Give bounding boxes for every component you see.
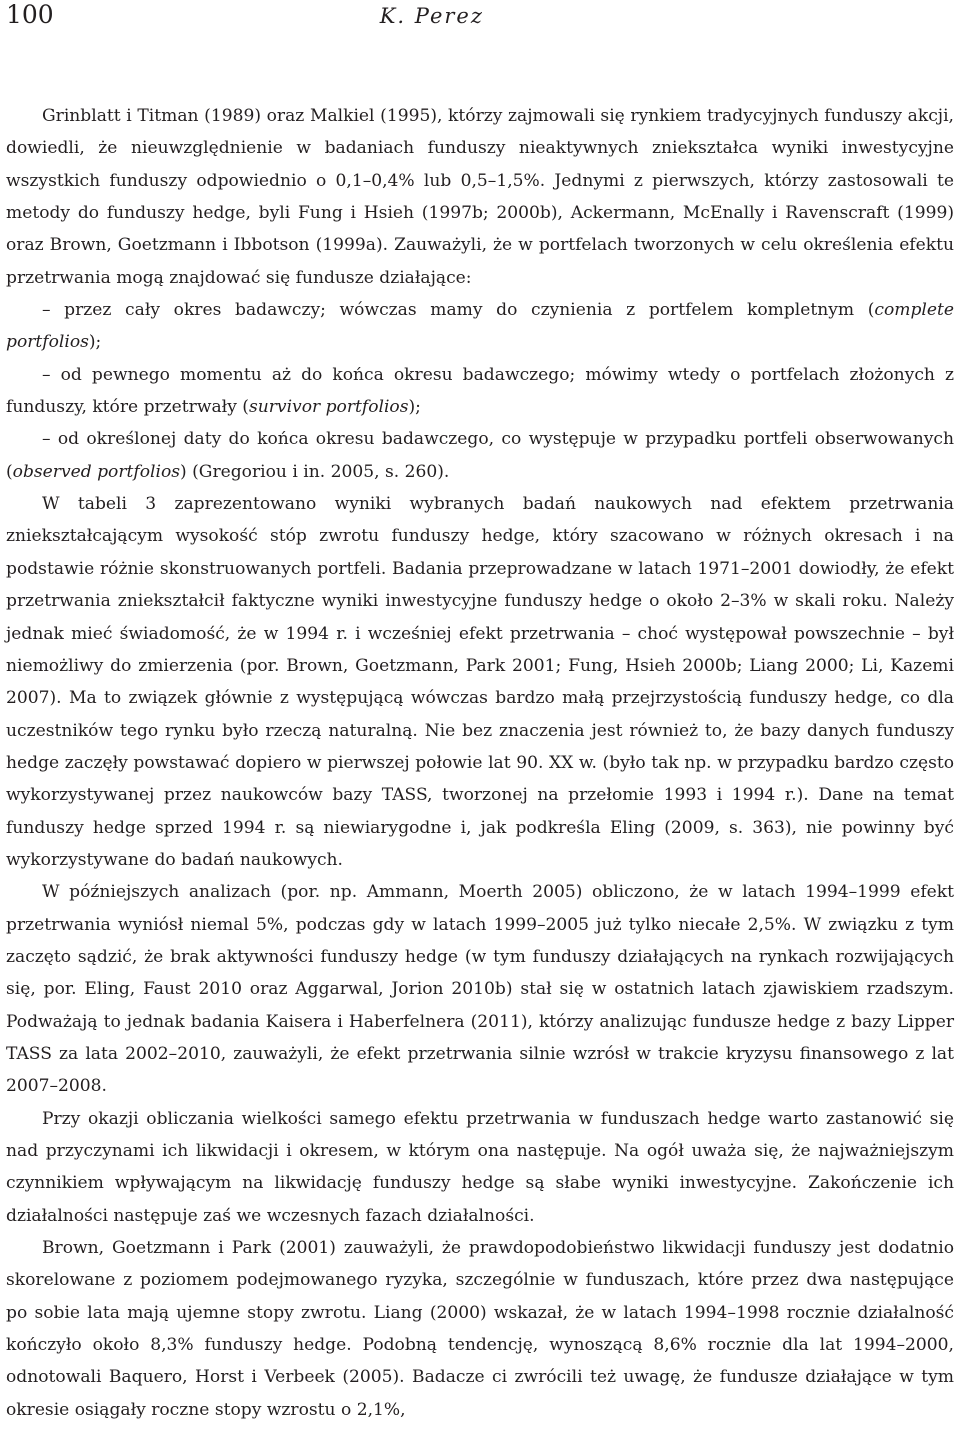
term-complete-portfolios: complete portfolios <box>6 300 954 353</box>
paragraph-5: Brown, Goetzmann i Park (2001) zauważyli, że prawdopodobieństwo likwidacji funduszy jest dodatnio skorelowane z poziomem podejmowanego ryzyka, szczególnie w funduszach, które przez dwa następujące po sobie lata mają ujemne stopy zwrotu. Liang (2000) wskazał, że w latach 1994–1998 rocznie działalność kończyło około 8,3% funduszy hedge. Podobną tendencję, wynoszącą 8,6% rocznie dla lat 1994–2000, odnotowali Baquero, Horst i Verbeek (2005). Badacze ci zwrócili też uwagę, że fundusze działające w tym okresie osiągały roczne stopy wzrostu o 2,1%, <box>6 1238 954 1420</box>
list-item-text: – przez cały okres badawczy; wówczas mamy do czynienia z portfelem kompletnym ( <box>42 300 875 321</box>
paragraph-1: Grinblatt i Titman (1989) oraz Malkiel (1995), którzy zajmowali się rynkiem tradycyjnych funduszy akcji, dowiedli, że nieuwzględnienie w badaniach funduszy nieaktywnych zniekształca wyniki inwestycyjne wszystkich funduszy odpowiednio o 0,1–0,4% lub 0,5–1,5%. Jednymi z pierwszych, którzy zastosowali te metody do funduszy hedge, byli Fung i Hsieh (1997b; 2000b), Ackermann, McEnally i Ravenscraft (1999) oraz Brown, Goetzmann i Ibbotson (1999a). Zauważyli, że w portfelach tworzonych w celu określenia efektu przetrwania mogą znajdować się fundusze działające: <box>6 106 954 288</box>
page-number: 100 <box>6 0 54 29</box>
list-item-text: – od pewnego momentu aż do końca okresu badawczego; mówimy wtedy o portfelach złożonych z funduszy, które przetrwały ( <box>6 364 954 418</box>
list-item-observed-portfolios <box>6 423 954 488</box>
list-item-complete-portfolios <box>6 294 954 359</box>
list-item-survivor-portfolios <box>6 359 954 424</box>
paragraph-2: W tabeli 3 zaprezentowano wyniki wybranych badań naukowych nad efektem przetrwania zniekształcającym wysokość stóp zwrotu funduszy hedge, który szacowano w różnych okresach i na podstawie różnie skonstruowanych portfeli. Badania przeprowadzane w latach 1971–2001 dowiodły, że efekt przetrwania zniekształcił faktyczne wyniki inwestycyjne funduszy hedge o około 2–3% w skali roku. Należy jednak mieć świadomość, że w 1994 r. i wcześniej efekt przetrwania – choć występował powszechnie – był niemożliwy do zmierzenia (por. Brown, Goetzmann, Park 2001; Fung, Hsieh 2000b; Liang 2000; Li, Kazemi 2007). Ma to związek głównie z występującą wówczas bardzo małą przejrzystością funduszy hedge, co dla uczestników tego rynku było rzeczą naturalną. Nie bez znaczenia jest również to, że bazy danych funduszy hedge zaczęły powstawać dopiero w pierwszej połowie lat 90. XX w. (było tak np. w przypadku bardzo często wykorzystywanej przez naukowców bazy TASS, tworzonej na przełomie 1993 i 1994 r.). Dane na temat funduszy hedge sprzed 1994 r. są niewiarygodne i, jak podkreśla Eling (2009, s. 363), nie powinny być wykorzystywane do badań naukowych. <box>6 494 954 870</box>
paragraph-4: Przy okazji obliczania wielkości samego efektu przetrwania w funduszach hedge warto zastanowić się nad przyczynami ich likwidacji i okresem, w którym ona następuje. Na ogół uważa się, że najważniejszym czynnikiem wpływającym na likwidację funduszy hedge są słabe wyniki inwestycyjne. Zakończenie ich działalności następuje zaś we wczesnych fazach działalności. <box>6 1108 954 1226</box>
body-text <box>6 100 954 1426</box>
list-item-end: ); <box>408 397 421 418</box>
list-item-end: ) (Gregoriou i in. 2005, s. 260). <box>180 461 450 482</box>
list-item-text: – od określonej daty do końca okresu badawczego, co występuje w przypadku portfeli obserwowanych ( <box>6 429 954 482</box>
page-header <box>0 0 960 34</box>
running-head: K. Perez <box>379 4 484 28</box>
term-observed-portfolios: observed portfolios <box>12 461 181 482</box>
paragraph-3: W późniejszych analizach (por. np. Ammann, Moerth 2005) obliczono, że w latach 1994–1999 efekt przetrwania wyniósł niemal 5%, podczas gdy w latach 1999–2005 już tylko niecałe 2,5%. W związku z tym zaczęto sądzić, że brak aktywności funduszy hedge (w tym funduszy działających na rynkach rozwijających się, por. Eling, Faust 2010 oraz Aggarwal, Jorion 2010b) stał się w ostatnich latach zjawiskiem rzadszym. Podważają to jednak badania Kaisera i Haberfelnera (2011), którzy analizując fundusze hedge z bazy Lipper TASS za lata 2002–2010, zauważyli, że efekt przetrwania silnie wzrósł w trakcie kryzysu finansowego z lat 2007–2008. <box>6 882 954 1097</box>
list-item-end: ); <box>88 332 102 353</box>
term-survivor-portfolios: survivor portfolios <box>248 397 409 418</box>
